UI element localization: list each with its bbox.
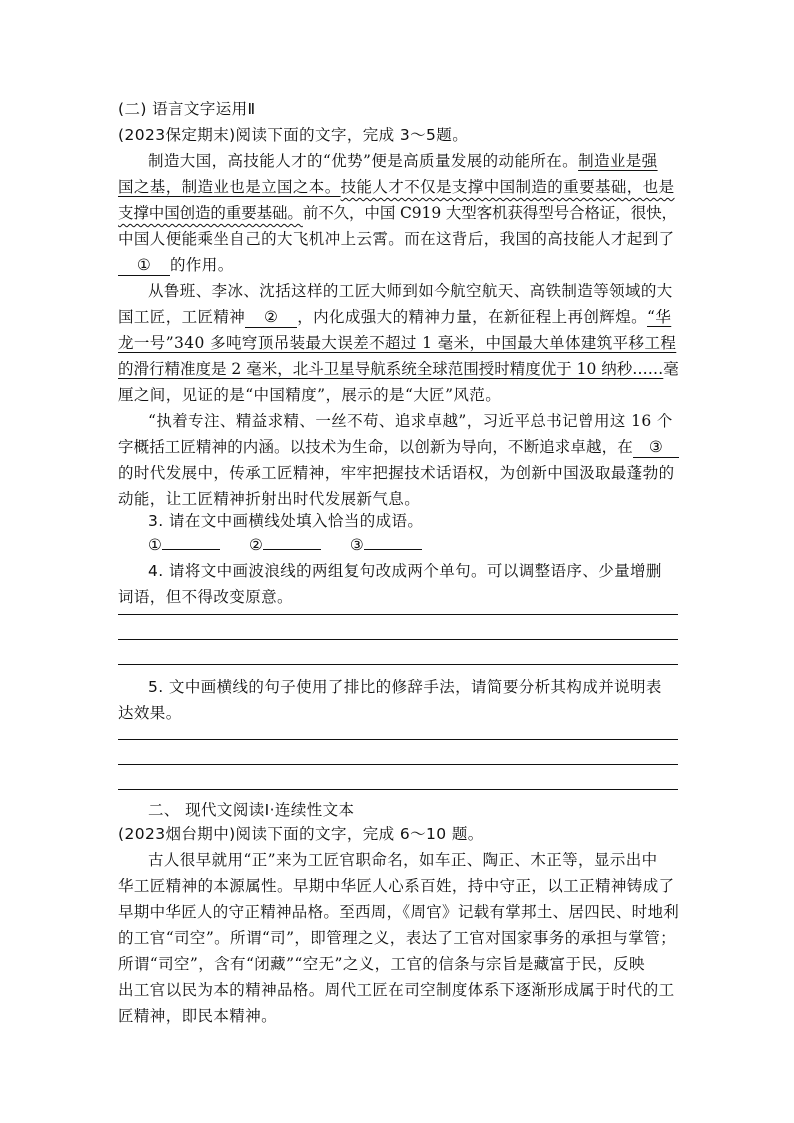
passage-line: 制造大国，高技能人才的“优势”便是高质量发展的动能所在。制造业是强 xyxy=(148,152,658,170)
passage-line: “执着专注、精益求精、一丝不苟、追求卓越”，习近平总书记曾用这 16 个 xyxy=(148,412,673,430)
answer-blank-2[interactable]: ② xyxy=(245,307,297,328)
answer-field-3[interactable] xyxy=(364,549,422,550)
answer-line[interactable] xyxy=(118,614,678,615)
question-3-answers xyxy=(118,532,678,558)
answer-line[interactable] xyxy=(118,789,678,790)
passage-line: 龙一号”340 多吨穹顶吊装最大误差不超过 1 毫米，中国最大单体建筑平移工程 xyxy=(118,334,677,352)
passage-line: 厘之间，见证的是“中国精度”，展示的是“大匠”风范。 xyxy=(118,386,502,404)
section-intro: (2023烟台期中)阅读下面的文字，完成 6～10 题。 xyxy=(118,825,484,843)
passage-line: 中国人便能乘坐自己的大飞机冲上云霄。而在这背后，我国的高技能人才起到了 xyxy=(118,230,675,248)
section-heading: (二) 语言文字运用Ⅱ xyxy=(118,100,256,118)
passage-line: 动能，让工匠精神折射出时代发展新气息。 xyxy=(118,490,421,508)
passage-line: 匠精神，即民本精神。 xyxy=(118,1007,278,1025)
answer-label-2: ② xyxy=(248,536,264,554)
passage-line: 出工官以民为本的精神品格。周代工匠在司空制度体系下逐渐形成属于时代的工 xyxy=(118,981,675,999)
answer-field-1[interactable] xyxy=(162,549,220,550)
question-5-cont: 达效果。 xyxy=(118,704,182,722)
passage-line: ① 的作用。 xyxy=(118,252,678,278)
answer-label-3: ③ xyxy=(349,536,365,554)
passage-line: 所谓“司空”，含有“闭藏”“空无”之义，工官的信条与宗旨是藏富于民，反映 xyxy=(118,955,645,973)
passage-line: 华工匠精神的本源属性。早期中华匠人心系百姓，持中守正，以工正精神铸成了 xyxy=(118,877,675,895)
passage-line: 国之基，制造业也是立国之本。技能人才不仅是支撑中国制造的重要基础，也是 xyxy=(118,178,675,196)
section-intro: (2023保定期末)阅读下面的文字，完成 3～5题。 xyxy=(118,126,469,144)
passage-line: 的工官“司空”。所谓“司”，即管理之义，表达了工官对国家事务的承担与掌管； xyxy=(118,929,676,947)
passage-line: 国工匠，工匠精神 ② ，内化成强大的精神力量，在新征程上再创辉煌。“华 xyxy=(118,308,672,326)
passage-line: 古人很早就用“正”来为工匠官职命名，如车正、陶正、木正等，显示出中 xyxy=(148,851,658,869)
question-4-cont: 词语，但不得改变原意。 xyxy=(118,588,293,606)
passage-line: 支撑中国创造的重要基础。前不久，中国 C919 大型客机获得型号合格证，很快， xyxy=(118,204,677,222)
answer-line[interactable] xyxy=(118,739,678,740)
passage-line: 的滑行精准度是 2 毫米，北斗卫星导航系统全球范围授时精度优于 10 纳秒……毫 xyxy=(118,360,679,378)
passage-line: 字概括工匠精神的内涵。以技术为生命，以创新为导向，不断追求卓越，在 ③ xyxy=(118,434,678,460)
answer-line[interactable] xyxy=(118,664,678,665)
answer-blank-1[interactable]: ① xyxy=(118,255,170,276)
question-3: 3. 请在文中画横线处填入恰当的成语。 xyxy=(148,512,424,530)
question-5: 5. 文中画横线的句子使用了排比的修辞手法，请简要分析其构成并说明表 xyxy=(148,678,662,696)
answer-label-1: ① xyxy=(148,536,163,554)
passage-line: 早期中华匠人的守正精神品格。至西周，《周官》记载有掌邦土、居四民、时地利 xyxy=(118,903,680,921)
passage-line: 的时代发展中，传承工匠精神，牢牢把握技术话语权，为创新中国汲取最蓬勃的 xyxy=(118,464,675,482)
answer-line[interactable] xyxy=(118,639,678,640)
section-heading: 二、 现代文阅读Ⅰ·连续性文本 xyxy=(148,801,355,819)
answer-blank-3[interactable]: ③ xyxy=(633,437,679,458)
question-4: 4. 请将文中画波浪线的两组复句改成两个单句。可以调整语序、少量增删 xyxy=(148,562,662,580)
answer-field-2[interactable] xyxy=(263,549,321,550)
answer-line[interactable] xyxy=(118,764,678,765)
passage-line: 从鲁班、李冰、沈括这样的工匠大师到如今航空航天、高铁制造等领域的大 xyxy=(148,282,673,300)
